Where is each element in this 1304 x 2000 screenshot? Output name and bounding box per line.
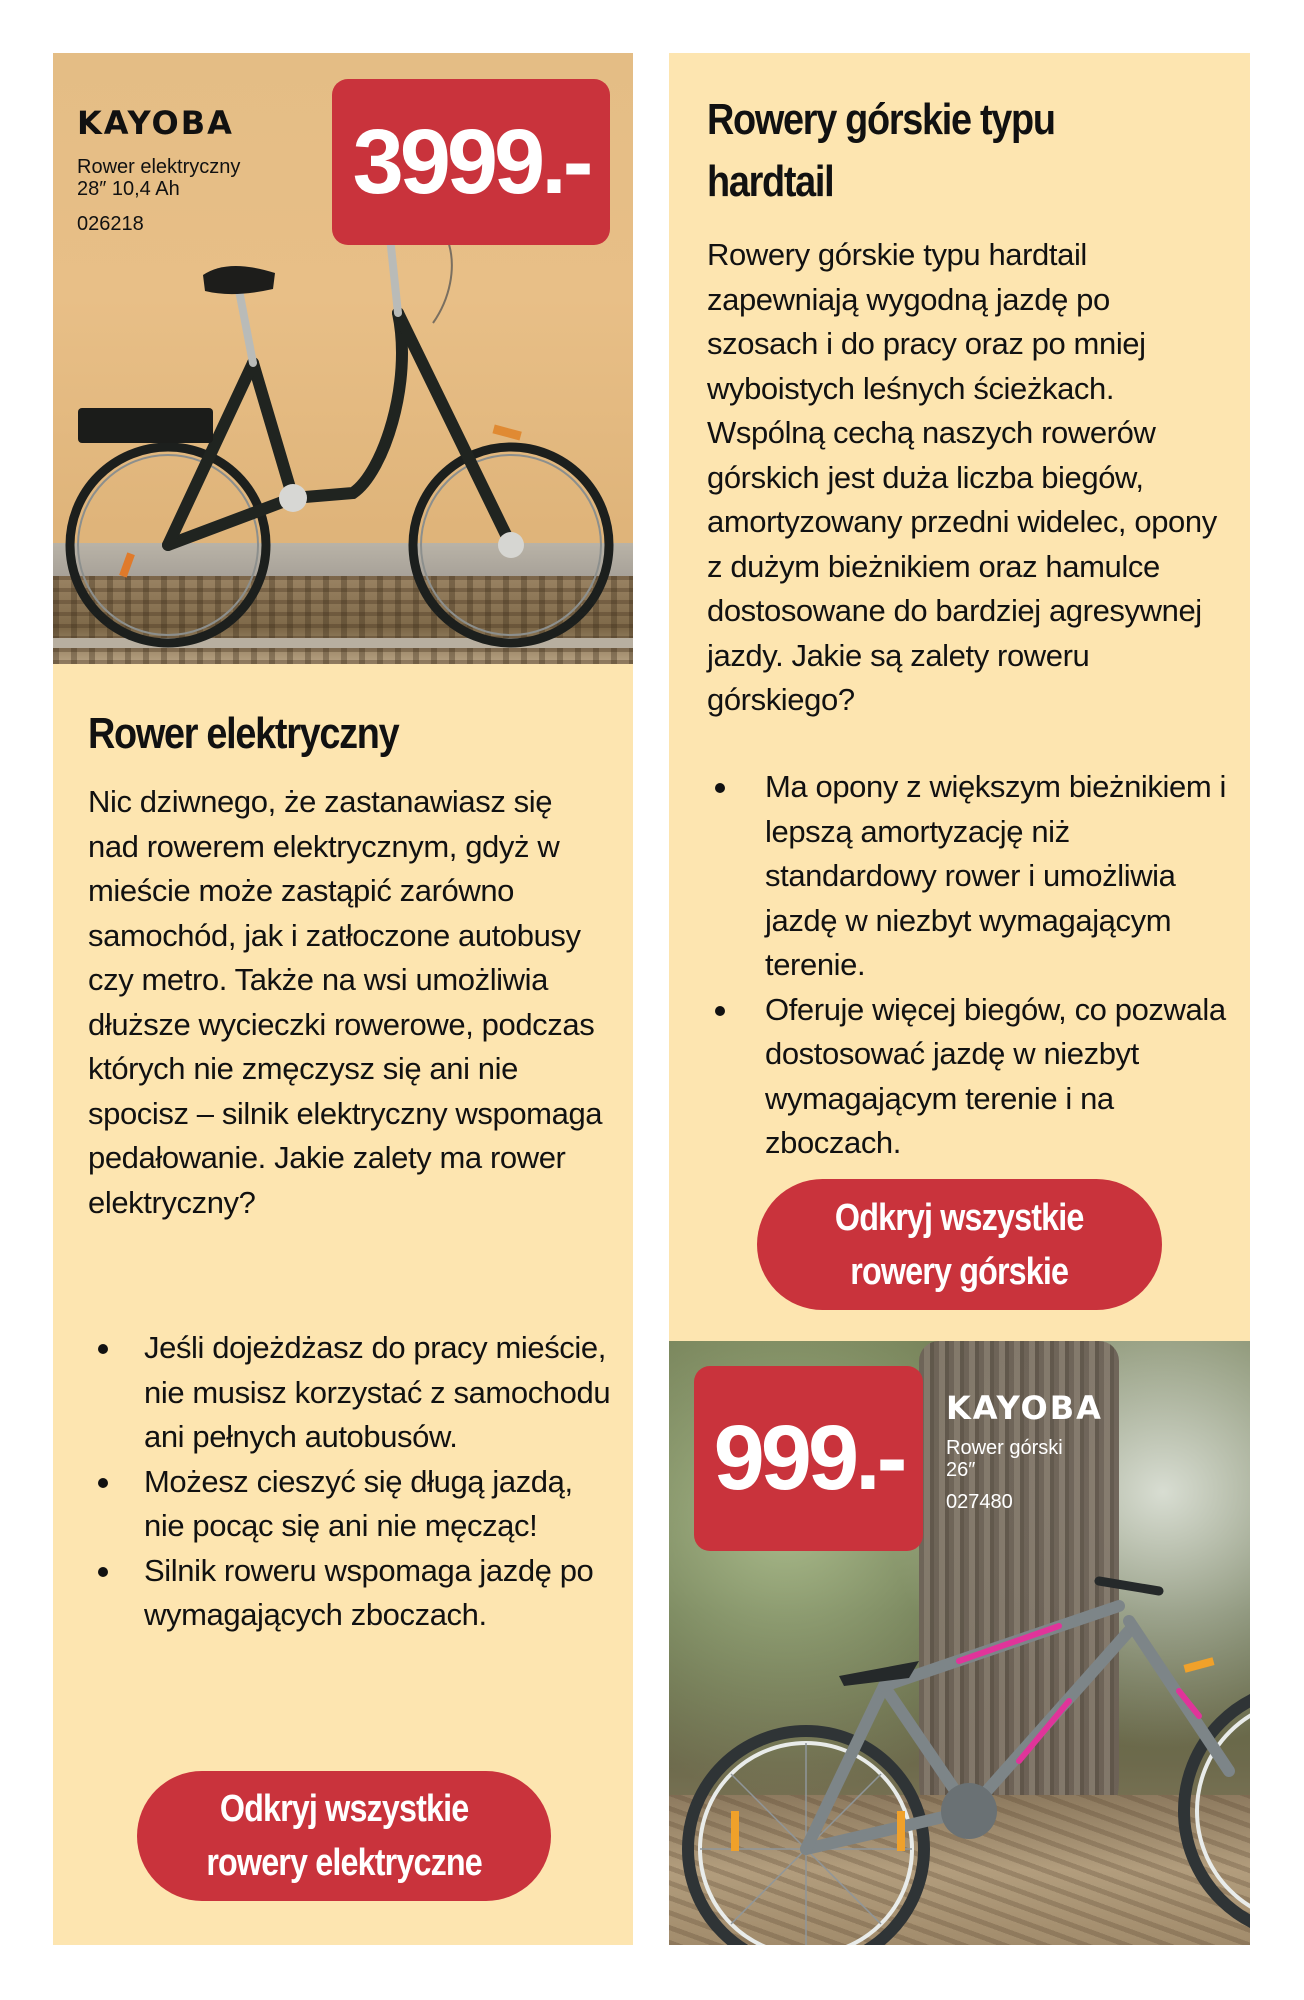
price-badge: 3999.- xyxy=(332,79,610,245)
mountain-bike-card xyxy=(669,53,1250,1945)
list-item xyxy=(144,1326,614,1460)
benefits-list xyxy=(765,765,1235,1166)
bullet-icon xyxy=(98,1567,108,1577)
bullet-icon xyxy=(98,1478,108,1488)
section-description: Rowery górskie typu hardtail zapewniają wygodną jazdę po szosach i do pracy oraz po mniej wyboistych leśnych ścieżkach. Wspólną cechą naszych rowerów górskich jest duża liczba biegów, amortyzowany przedni widelec, opony z dużym bieżnikiem oraz hamulce dostosowane do bardziej agresywnej jazdy. Jakie są zalety roweru górskiego? xyxy=(707,237,1217,717)
list-item-text: Jeśli dojeżdżasz do pracy mieście, nie musisz korzystać z samochodu ani pełnych autobusów. xyxy=(144,1330,611,1454)
button-label-line2: rowery górskie xyxy=(850,1250,1069,1293)
list-item xyxy=(765,988,1235,1166)
button-label-line1: Odkryj wszystkie xyxy=(219,1788,469,1830)
section-heading: Rowery górskie typu hardtail xyxy=(707,95,1055,206)
brand-logo: KAYOBA xyxy=(946,1389,1103,1427)
product-spec-line2: 26″ xyxy=(946,1459,976,1481)
product-spec-line2: 28″ 10,4 Ah xyxy=(77,178,180,200)
product-name-line1: Rower górski xyxy=(946,1437,1063,1459)
button-label-line2: rowery elektryczne xyxy=(206,1842,482,1884)
brand-logo: KAYOBA xyxy=(77,104,234,142)
product-name xyxy=(946,1437,1063,1481)
discover-electric-bikes-button[interactable] xyxy=(137,1771,551,1901)
button-label-line1: Odkryj wszystkie xyxy=(835,1196,1084,1239)
list-item-text: Ma opony z większym bieżnikiem i lepszą amortyzację niż standardowy rower i umożliwia jazdę w niezbyt wymagającym terenie. xyxy=(765,769,1226,982)
electric-bike-photo[interactable] xyxy=(53,53,633,664)
list-item-text: Silnik roweru wspomaga jazdę po wymagających zboczach. xyxy=(144,1552,594,1632)
product-code: 027480 xyxy=(946,1491,1013,1513)
benefits-list xyxy=(144,1326,614,1638)
product-code: 026218 xyxy=(77,213,144,235)
bullet-icon xyxy=(715,1006,725,1016)
bullet-icon xyxy=(715,783,725,793)
product-name xyxy=(77,156,240,200)
discover-mountain-bikes-button[interactable] xyxy=(757,1179,1162,1310)
bullet-icon xyxy=(98,1344,108,1354)
list-item xyxy=(144,1549,614,1638)
product-name-line1: Rower elektryczny xyxy=(77,156,241,178)
section-heading: Rower elektryczny xyxy=(88,709,399,758)
section-description: Nic dziwnego, że zastanawiasz się nad rowerem elektrycznym, gdyż w mieście może zastąpić zarówno samochód, jak i zatłoczone autobusy czy metro. Także na wsi umożliwia dłuższe wycieczki rowerowe, podczas których nie zmęczysz się ani nie spocisz – silnik elektryczny wspomaga pedałowanie. Jakie zalety ma rower elektryczny? xyxy=(88,784,603,1220)
electric-bike-card xyxy=(53,53,633,1945)
mountain-bike-photo[interactable] xyxy=(669,1341,1250,1945)
list-item xyxy=(765,765,1235,988)
list-item-text: Oferuje więcej biegów, co pozwala dostosować jazdę w niezbyt wymagającym terenie i na zboczach. xyxy=(765,991,1226,1160)
list-item xyxy=(144,1460,614,1549)
list-item-text: Możesz cieszyć się długą jazdą, nie pocąc się ani nie męcząc! xyxy=(144,1463,573,1543)
price-badge: 999.- xyxy=(694,1366,923,1551)
